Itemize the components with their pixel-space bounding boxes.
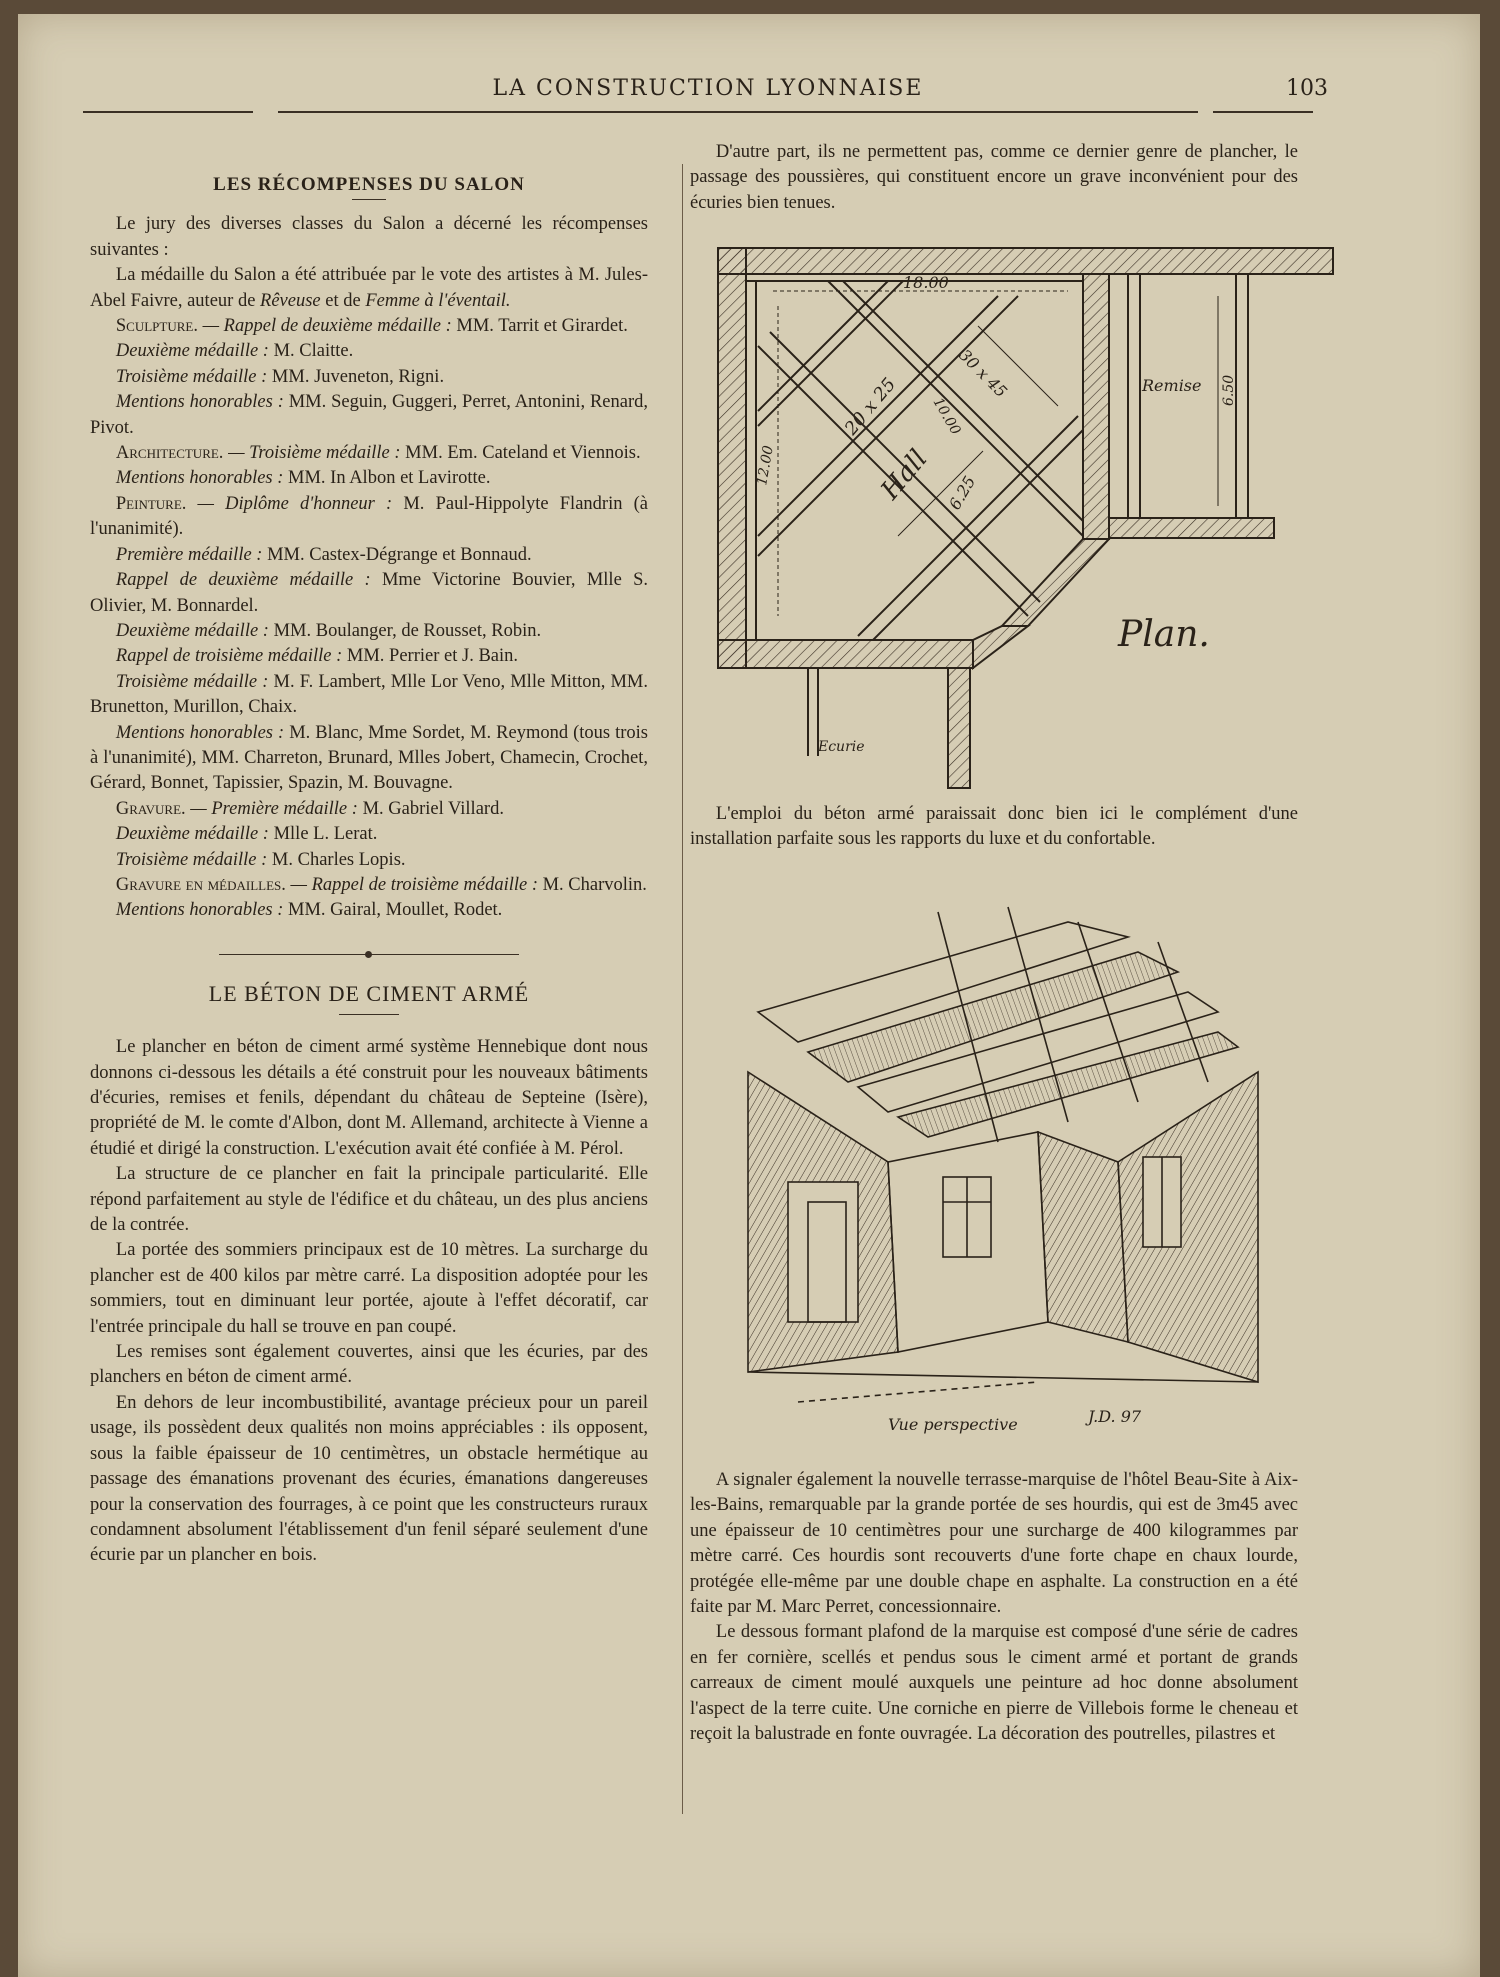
right-paragraph-2: L'emploi du béton armé paraissait donc bien ici le complément d'une installation parfaite sous les rapports du luxe et du confortable. (690, 804, 1298, 850)
dim-top-label: 18.00 (903, 273, 949, 292)
award-line: Troisième médaille : MM. Juveneton, Rigni. (115, 366, 445, 387)
header-rule (83, 111, 253, 113)
award-line: Peinture. — Diplôme d'honneur : M. Paul-Hippolyte Flandrin (à l'unanimité). (90, 493, 648, 540)
beton-paragraph: Le plancher en béton de ciment armé système Hennebique dont nous donnons ci-dessous les détails a été construit pour les nouveaux bâtiments d'écuries, remises et fenils, dépendant du château de Septeine (Isère), propriété de M. le comte d'Albon, dont M. Allemand, architecte à Vienne a étudié et dirigé la construction. L'exécution avait été confiée à M. Pérol. (90, 1037, 648, 1159)
dim-diag-label: 10.00 (929, 395, 964, 438)
plan-drawing (698, 236, 1358, 796)
award-line: Rappel de deuxième médaille : Mme Victorine Bouvier, Mlle S. Olivier, M. Bonnardel. (90, 570, 648, 616)
heading-rule (352, 199, 386, 200)
award-line: Deuxième médaille : MM. Boulanger, de Rousset, Robin. (115, 620, 542, 641)
right-paragraph-1: D'autre part, ils ne permettent pas, comme ce dernier genre de plancher, le passage des poussières, qui constituent encore un grave inconvénient pour des écuries bien tenues. (690, 142, 1298, 213)
award-line: Sculpture. — Rappel de deuxième médaille : MM. Tarrit et Girardet. (115, 316, 628, 337)
award-line: Gravure. — Première médaille : M. Gabriel Villard. (115, 798, 504, 819)
right-paragraph-4: Le dessous formant plafond de la marquise est composé d'une série de cadres en fer cornière, scellés et pendus sous le ciment armé et portant de grands carreaux de ciment moulé auxquels une peinture ad hoc donne absolument l'aspect de la terre cuite. Une corniche en pierre de Villebois forme le cheneau et reçoit la balustrade en fonte ouvragée. La décoration des poutrelles, pilastres et (690, 1622, 1298, 1745)
salon-intro: Le jury des diverses classes du Salon a décerné les récompenses suivantes : (90, 214, 648, 260)
ecurie-label: Ecurie (818, 739, 865, 755)
beton-paragraph: Les remises sont également couvertes, ainsi que les écuries, par des planchers en béton de ciment armé. (90, 1342, 648, 1388)
journal-title: LA CONSTRUCTION LYONNAISE (492, 76, 924, 101)
award-line: Deuxième médaille : M. Claitte. (115, 341, 354, 362)
award-line: Mentions honorables : MM. Seguin, Guggeri, Perret, Antonini, Renard, Pivot. (90, 392, 648, 438)
plan-caption: Plan. (1118, 614, 1210, 655)
award-line: Mentions honorables : M. Blanc, Mme Sordet, M. Reymond (tous trois à l'unanimité), MM. Charreton, Brunard, Mlles Jobert, Chamecin, Crochet, Gérard, Bonnet, Tapissier, Spazin, M. Bouvagne. (90, 722, 649, 794)
column-divider (682, 164, 683, 1814)
award-line: Deuxième médaille : Mlle L. Lerat. (115, 824, 378, 845)
perspective-drawing (738, 902, 1298, 1442)
dim-mid-label: 6.25 (945, 472, 980, 513)
beam1-label: 20 x 25 (840, 374, 901, 440)
page-number: 103 (1286, 76, 1328, 101)
heading-rule (339, 1014, 399, 1015)
remise-label: Remise (1142, 376, 1202, 395)
page (18, 14, 1480, 1977)
perspective-signature: J.D. 97 (1088, 1407, 1142, 1426)
beton-paragraph: La portée des sommiers principaux est de 10 mètres. La surcharge du plancher est de 400 kilos par mètre carré. La disposition adoptée pour les sommiers, tout en diminuant leur portée, ajoute à l'effet décoratif, car l'entrée principale du hall se trouve en pan coupé. (90, 1240, 648, 1337)
award-line: Mentions honorables : MM. Gairal, Moullet, Rodet. (115, 900, 503, 921)
beton-paragraph: La structure de ce plancher en fait la principale particularité. Elle répond parfaitement au style de l'édifice et du château, un des plus anciens de la contrée. (90, 1164, 648, 1236)
hall-label: Hall (875, 444, 934, 506)
running-header (108, 64, 1328, 114)
left-column (90, 172, 648, 1569)
perspective-figure (738, 902, 1298, 1442)
award-line: Troisième médaille : M. Charles Lopis. (115, 849, 406, 870)
award-line: Gravure en médailles. — Rappel de troisième médaille : M. Charvolin. (115, 874, 647, 895)
dim-left-label: 12.00 (754, 444, 777, 487)
section-separator (219, 954, 519, 955)
header-rule (278, 111, 1198, 113)
dim-remise-label: 6.50 (1221, 374, 1237, 406)
award-line: Troisième médaille : M. F. Lambert, Mlle Lor Veno, Mlle Mitton, MM. Brunetton, Murillon, Chaix. (90, 671, 649, 718)
award-line: Architecture. — Troisième médaille : MM. Em. Cateland et Viennois. (115, 443, 641, 464)
perspective-caption: Vue perspective (888, 1415, 1018, 1434)
salon-medal-paragraph: La médaille du Salon a été attribuée par le vote des artistes à M. Jules-Abel Faivre, auteur de Rêveuse et de Femme à l'éventail. (90, 265, 648, 311)
beam2-label: 30 x 45 (955, 345, 1011, 402)
salon-heading: LES RÉCOMPENSES DU SALON (213, 174, 525, 195)
header-rule (1213, 111, 1313, 113)
award-line: Rappel de troisième médaille : MM. Perrier et J. Bain. (115, 646, 519, 667)
award-line: Mentions honorables : MM. In Albon et Lavirotte. (115, 468, 491, 489)
award-line: Première médaille : MM. Castex-Dégrange et Bonnaud. (115, 544, 532, 565)
beton-paragraph: En dehors de leur incombustibilité, avantage précieux pour un pareil usage, ils possèdent deux qualités non moins appréciables : ils opposent, sous la faible épaisseur de 10 centimètres, un obstacle hermétique au passage des émanations provenant des écuries, émanations dangereuses pour la conservation des fourrages, à ce point que les constructeurs ruraux condamnent absolument l'établissement d'un fenil séparé seulement d'une écurie par un plancher en bois. (90, 1392, 648, 1566)
plan-figure (698, 236, 1358, 796)
beton-heading: LE BÉTON DE CIMENT ARMÉ (208, 980, 530, 1006)
right-paragraph-3: A signaler également la nouvelle terrasse-marquise de l'hôtel Beau-Site à Aix-les-Bains, remarquable par la grande portée de ses hourdis, qui est de 3m45 avec une épaisseur de 10 centimètres pour une surcharge de 400 kilogrammes par mètre carré. Ces hourdis sont recouverts d'une forte chape en chaux lourde, protégée elle-même par une double chape en asphalte. La construction en a été faite par M. Marc Perret, concessionnaire. Le dessous formant plafond de la marquise est composé d'une série de cadres en fer cornière, scellés et pendus sous le ciment armé et portant de grands carreaux de ciment moulé auxquels une peinture ad hoc donne absolument l'aspect de la terre cuite. Une corniche en pierre de Villebois forme le cheneau et reçoit la balustrade en fonte ouvragée. La décoration des poutrelles, pilastres et (690, 1468, 1298, 1747)
awards-list (90, 314, 648, 924)
